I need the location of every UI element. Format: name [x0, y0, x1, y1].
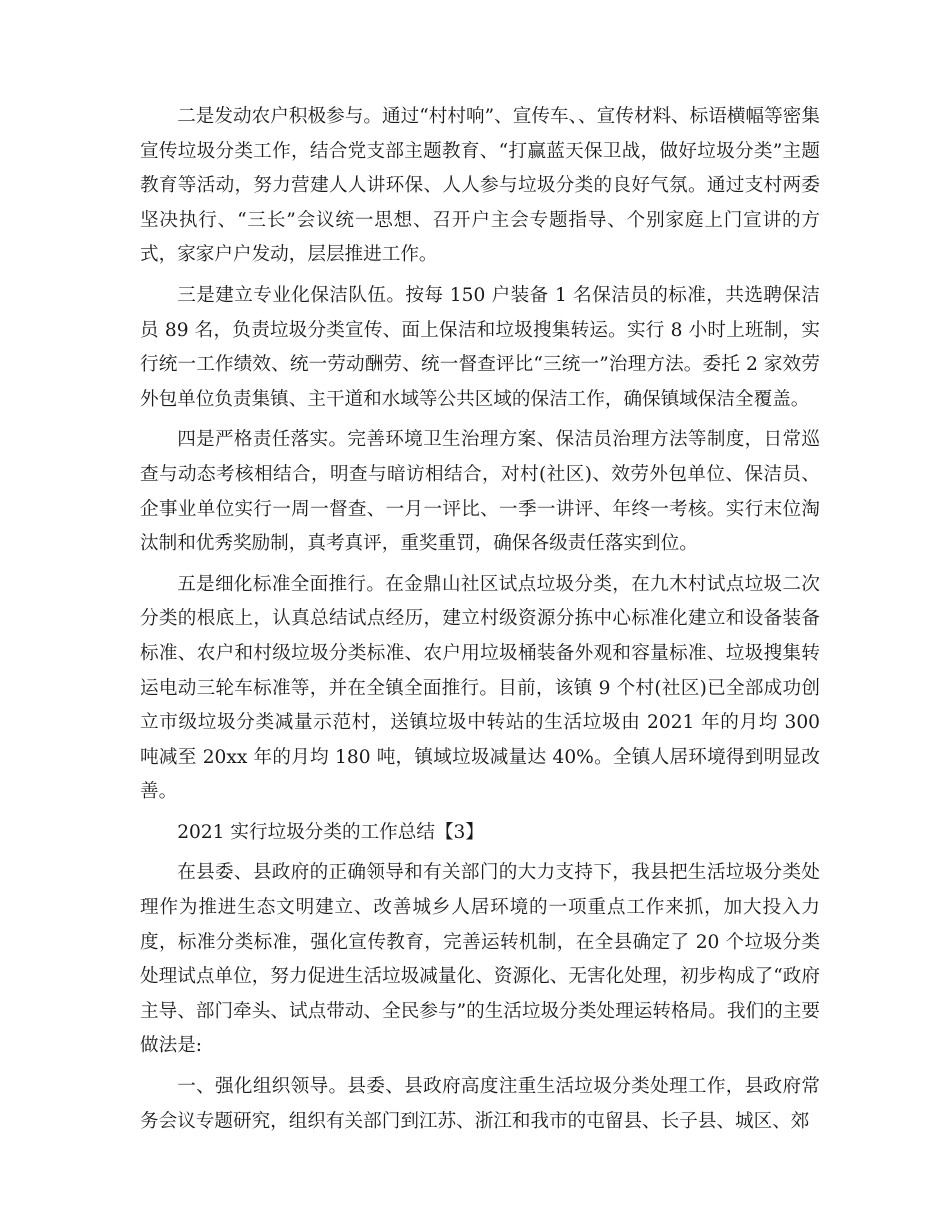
paragraph-cleaning-team: 三是建立专业化保洁队伍。按每 150 户装备 1 名保洁员的标准，共选聘保洁员 89 名，负责垃圾分类宣传、面上保洁和垃圾搜集转运。实行 8 小时上班制，实行统一工作绩效、统一劳动酬劳、统一督查评比“三统一”治理方法。委托 2 家效劳外包单位负责集镇、主干道和水域等公共区域的保洁工作，确保镇域保洁全覆盖。	[140, 284, 820, 410]
paragraph-county-intro: 在县委、县政府的正确领导和有关部门的大力支持下，我县把生活垃圾分类处理作为推进生态文明建立、改善城乡人居环境的一项重点工作来抓，加大投入力度，标准分类标准，强化宣传教育，完善运转机制，在全县确定了 20 个垃圾分类处理试点单位，努力促进生活垃圾减量化、资源化、无害化处理，初步构成了“政府主导、部门牵头、试点带动、全民参与”的生活垃圾分类处理运转格局。我们的主要做法是:	[140, 862, 820, 1057]
document-body	[140, 100, 820, 1145]
paragraph-organization: 一、强化组织领导。县委、县政府高度注重生活垃圾分类处理工作，县政府常务会议专题研究，组织有关部门到江苏、浙江和我市的屯留县、长子县、城区、郊	[140, 1076, 820, 1132]
paragraph-standards: 五是细化标准全面推行。在金鼎山社区试点垃圾分类，在九木村试点垃圾二次分类的根底上，认真总结试点经历，建立村级资源分拣中心标准化建立和设备装备标准、农户和村级垃圾分类标准、农户用垃圾桶装备外观和容量标准、垃圾搜集转运电动三轮车标准等，并在全镇全面推行。目前，该镇 9 个村(社区)已全部成功创立市级垃圾分类减量示范村，送镇垃圾中转站的生活垃圾由 2021 年的月均 300 吨减至 20xx 年的月均 180 吨，镇域垃圾减量达 40%。全镇人居环境得到明显改善。	[140, 573, 820, 803]
section-heading: 2021 实行垃圾分类的工作总结【3】	[177, 821, 484, 843]
paragraph-mobilize-farmers: 二是发动农户积极参与。通过“村村响”、宣传车、、宣传材料、标语横幅等密集宣传垃圾分类工作，结合党支部主题教育、“打赢蓝天保卫战，做好垃圾分类”主题教育等活动，努力营建人人讲环保、人人参与垃圾分类的良好气氛。通过支村两委坚决执行、“三长”会议统一思想、召开户主会专题指导、个别家庭上门宣讲的方式，家家户户发动，层层推进工作。	[140, 106, 820, 266]
paragraph-responsibility: 四是严格责任落实。完善环境卫生治理方案、保洁员治理方法等制度，日常巡查与动态考核相结合，明查与暗访相结合，对村(社区)、效劳外包单位、保洁员、企事业单位实行一周一督查、一月一评比、一季一讲评、年终一考核。实行末位淘汰制和优秀奖励制，真考真评，重奖重罚，确保各级责任落实到位。	[140, 429, 820, 555]
